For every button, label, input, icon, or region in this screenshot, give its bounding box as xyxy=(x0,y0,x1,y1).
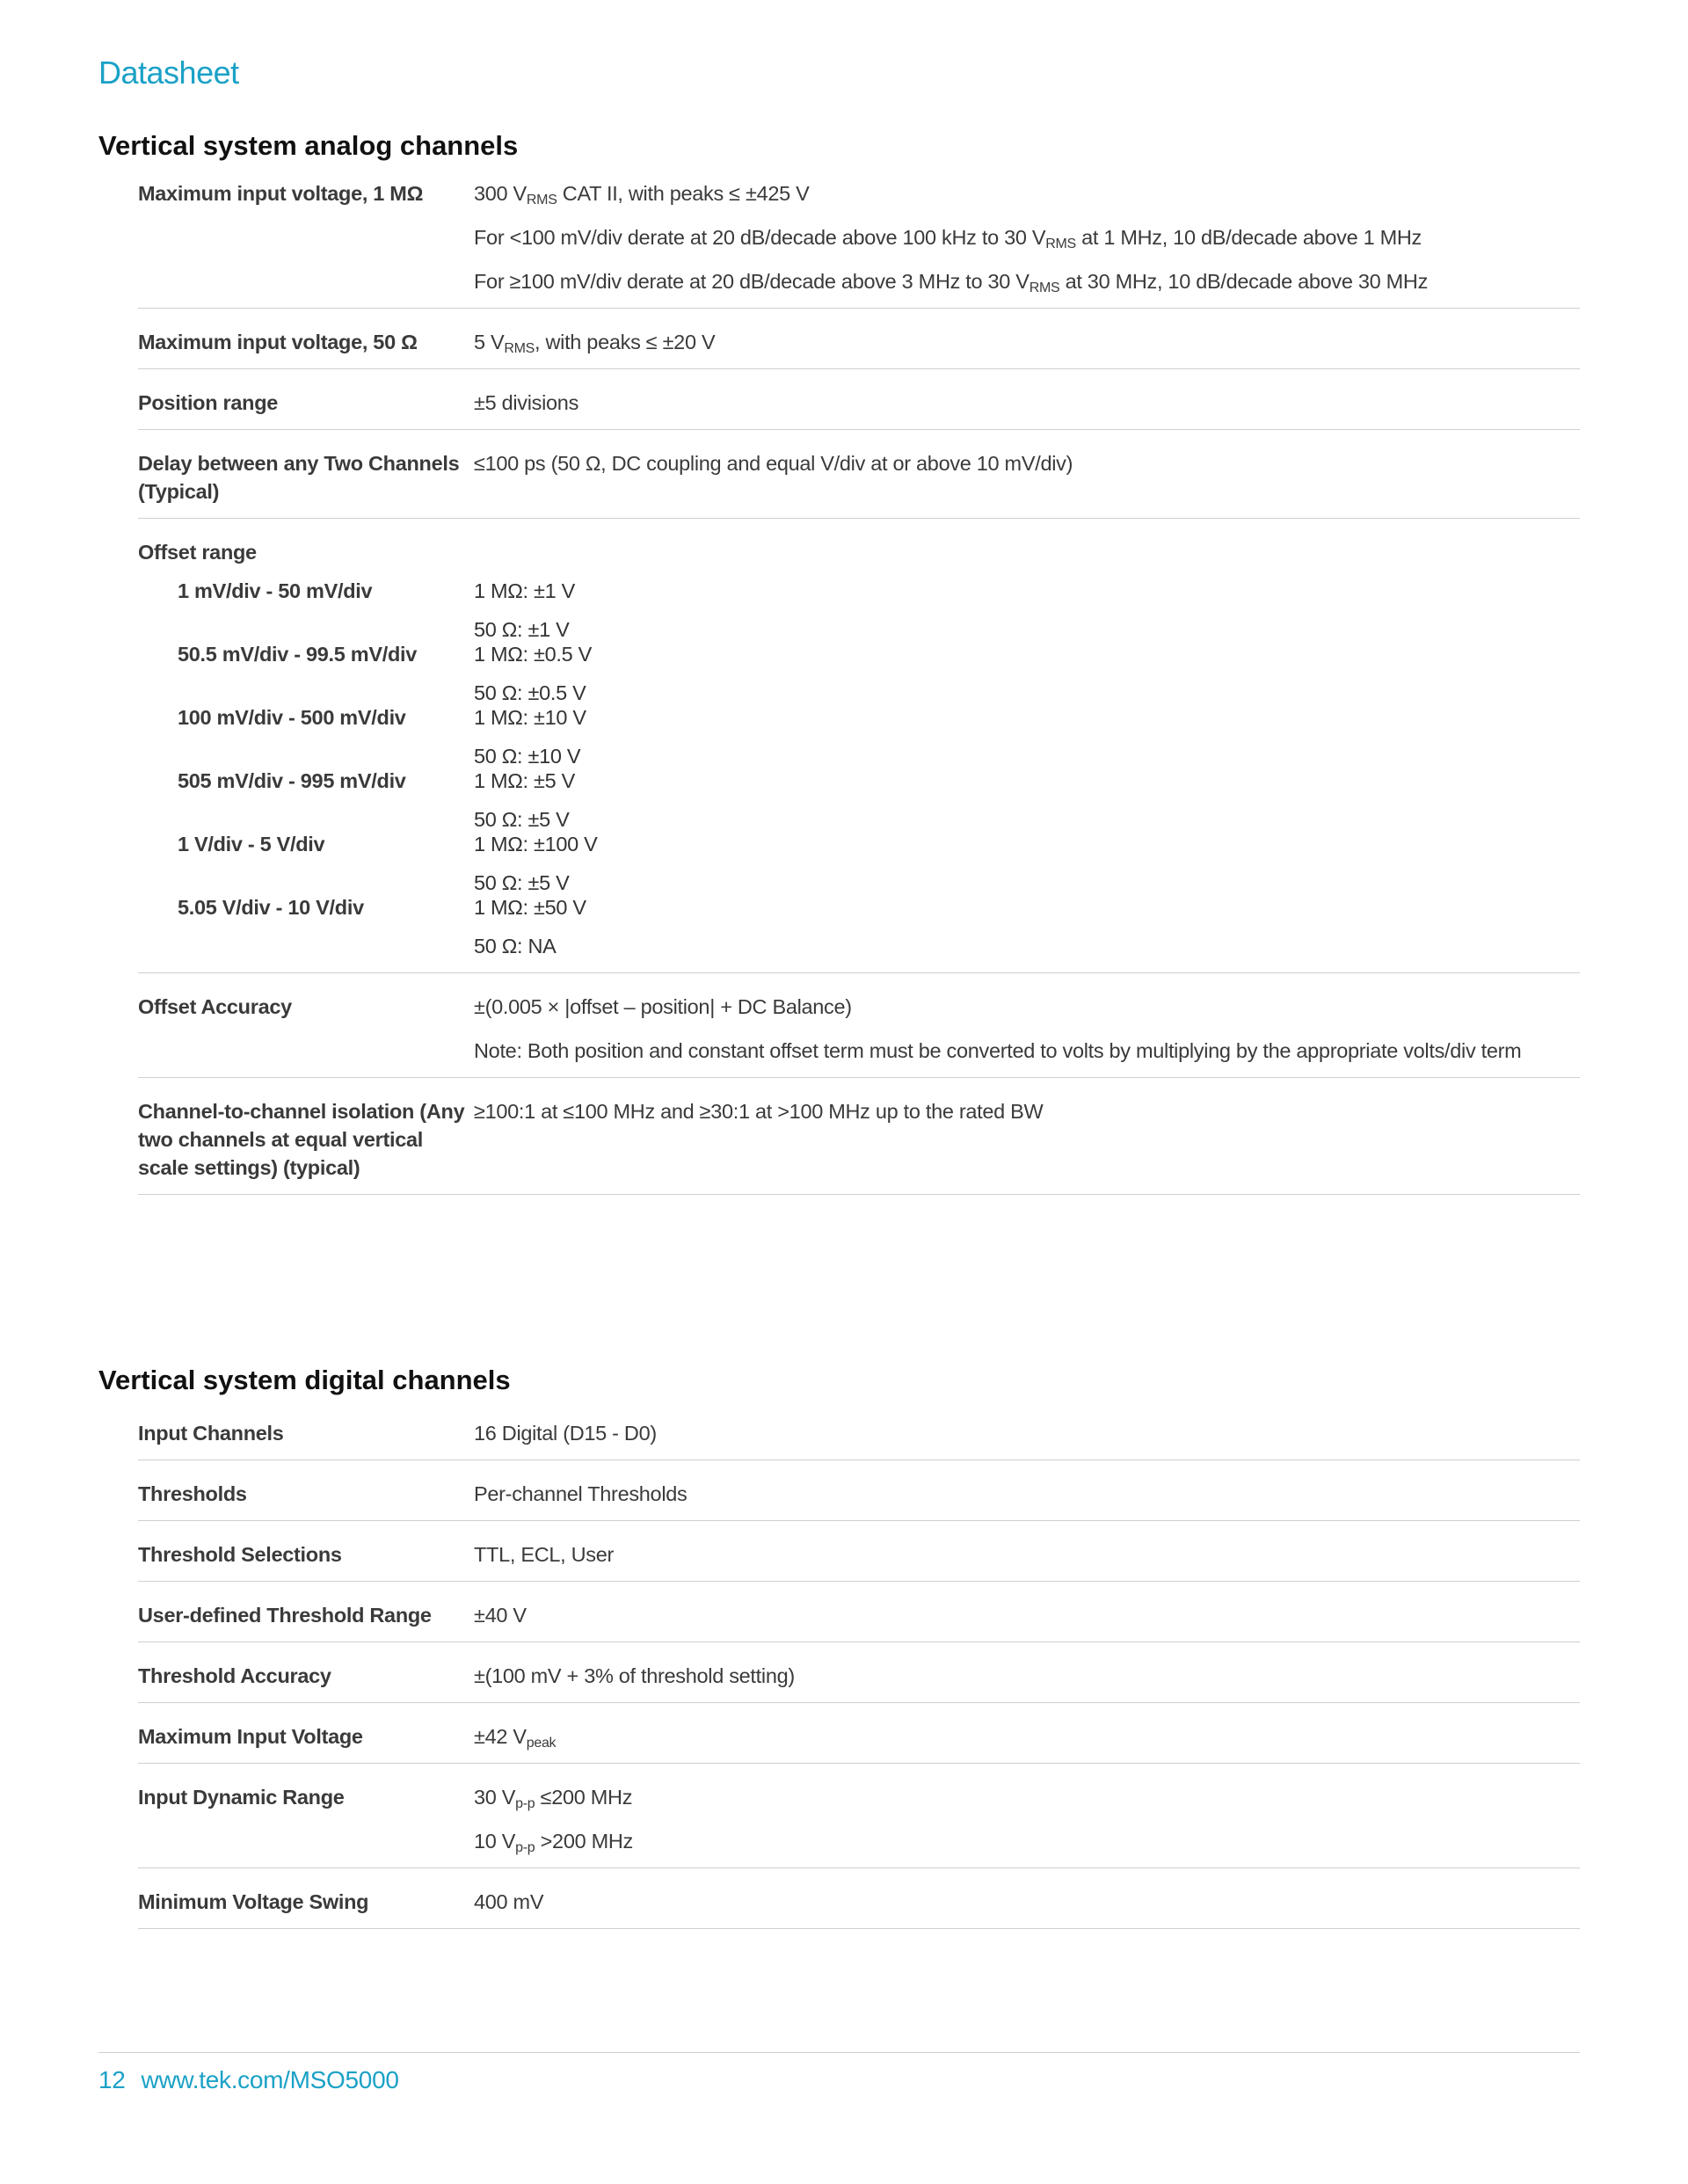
offset-sub-label: 50.5 mV/div - 99.5 mV/div xyxy=(178,643,418,666)
spec-value: TTL, ECL, User xyxy=(474,1543,615,1566)
spec-row-input-dynamic-range xyxy=(138,1780,1580,1868)
spec-value: ±5 divisions xyxy=(474,391,579,414)
spec-value: ±40 V xyxy=(474,1604,527,1627)
offset-sub-row xyxy=(138,577,1580,644)
offset-sub-label: 5.05 V/div - 10 V/div xyxy=(178,896,364,919)
spec-value-line: 5 $V_{RMS}$, with peaks ≤ ±20 V xyxy=(474,331,716,356)
spec-row-offset-accuracy xyxy=(138,989,1580,1078)
spec-value: ≥100:1 at ≤100 MHz and ≥30:1 at >100 MHz up to the rated BW xyxy=(474,1100,1044,1123)
spec-label: Maximum input voltage, 50 Ω xyxy=(138,331,418,353)
spec-label: Offset Accuracy xyxy=(138,995,292,1018)
spec-row-max-input-1m xyxy=(138,176,1580,309)
offset-value: 1 MΩ: ±50 V xyxy=(474,896,586,919)
offset-sub-row xyxy=(138,640,1580,707)
offset-value: 50 Ω: ±10 V xyxy=(474,745,581,768)
spec-row-position-range xyxy=(138,385,1580,430)
offset-value: 50 Ω: NA xyxy=(474,935,557,957)
spec-row-input-channels xyxy=(138,1416,1580,1460)
spec-row-max-input-voltage xyxy=(138,1719,1580,1764)
offset-value: 1 MΩ: ±1 V xyxy=(474,579,575,602)
page-header-title: Datasheet xyxy=(98,55,239,91)
spec-label: Thresholds xyxy=(138,1482,247,1505)
spec-row-user-threshold-range xyxy=(138,1598,1580,1642)
spec-value-line: 10 $V_{p-p} >200$ MHz xyxy=(474,1830,633,1855)
page-footer xyxy=(98,2066,399,2094)
spec-value-line: 30 $V_{p-p} \le 200$ MHz xyxy=(474,1786,633,1811)
spec-values xyxy=(474,328,1580,356)
spec-value: 16 Digital (D15 - D0) xyxy=(474,1422,657,1445)
digital-spec-table xyxy=(138,1416,1580,1945)
offset-value: 50 Ω: ±1 V xyxy=(474,618,570,641)
spec-value: 400 mV xyxy=(474,1890,544,1913)
offset-sub-values xyxy=(474,893,586,960)
spec-label: Threshold Accuracy xyxy=(138,1664,331,1687)
analog-spec-table xyxy=(138,176,1580,1211)
spec-label: Delay between any Two Channels (Typical) xyxy=(138,452,460,503)
spec-row-thresholds xyxy=(138,1476,1580,1521)
offset-sub-row xyxy=(138,703,1580,770)
offset-value: 50 Ω: ±0.5 V xyxy=(474,681,586,704)
spec-row-threshold-selections xyxy=(138,1537,1580,1582)
spec-value: ≤100 ps (50 Ω, DC coupling and equal V/div at or above 10 mV/div) xyxy=(474,452,1073,475)
spec-value-line: Note: Both position and constant offset term must be converted to volts by multiplying by the appropriate volts/div term xyxy=(474,1039,1522,1062)
spec-value: ±(100 mV + 3% of threshold setting) xyxy=(474,1664,795,1687)
offset-sub-label: 505 mV/div - 995 mV/div xyxy=(178,769,406,792)
offset-value: 1 MΩ: ±5 V xyxy=(474,769,575,792)
offset-sub-values xyxy=(474,577,575,644)
spec-values xyxy=(474,993,1580,1065)
spec-label: Input Channels xyxy=(138,1422,284,1445)
offset-sub-values xyxy=(474,640,592,707)
offset-sub-row xyxy=(138,767,1580,834)
spec-row-delay xyxy=(138,446,1580,519)
spec-label: User-defined Threshold Range xyxy=(138,1604,432,1627)
spec-row-offset-range xyxy=(138,535,1580,973)
spec-row-max-input-50 xyxy=(138,324,1580,369)
spec-value-line: ±42 $V_{peak}$ xyxy=(474,1725,557,1751)
offset-value: 1 MΩ: ±0.5 V xyxy=(474,643,592,666)
spec-label: Channel-to-channel isolation (Any two channels at equal vertical scale settings) (typical) xyxy=(138,1100,465,1179)
spec-label: Input Dynamic Range xyxy=(138,1786,345,1809)
spec-values xyxy=(474,1783,1580,1855)
offset-sub-label: 1 mV/div - 50 mV/div xyxy=(178,579,373,602)
spec-value-line: For <100 mV/div derate at 20 dB/decade above 100 kHz to 30 $V_{RMS}$ at 1 MHz, 10 dB/decade above 1 MHz xyxy=(474,226,1422,251)
spec-value: Per-channel Thresholds xyxy=(474,1482,688,1505)
section-title-digital: Vertical system digital channels xyxy=(98,1365,511,1395)
spec-row-isolation xyxy=(138,1094,1580,1195)
page-number: 12 xyxy=(98,2066,126,2093)
spec-label: Minimum Voltage Swing xyxy=(138,1890,369,1913)
offset-value: 50 Ω: ±5 V xyxy=(474,808,570,831)
spec-label: Maximum Input Voltage xyxy=(138,1725,363,1748)
offset-value: 1 MΩ: ±100 V xyxy=(474,833,598,855)
spec-label: Position range xyxy=(138,391,279,414)
offset-sub-row xyxy=(138,893,1580,960)
spec-row-min-voltage-swing xyxy=(138,1884,1580,1929)
offset-sub-row xyxy=(138,830,1580,897)
offset-value: 1 MΩ: ±10 V xyxy=(474,706,586,729)
offset-sub-label: 100 mV/div - 500 mV/div xyxy=(178,706,406,729)
spec-values xyxy=(474,1722,1580,1751)
spec-label: Threshold Selections xyxy=(138,1543,342,1566)
offset-sub-label: 1 V/div - 5 V/div xyxy=(178,833,325,855)
footer-divider xyxy=(98,2052,1580,2053)
offset-sub-values xyxy=(474,767,575,834)
spec-label: Maximum input voltage, 1 MΩ xyxy=(138,182,424,205)
section-title-analog: Vertical system analog channels xyxy=(98,130,519,161)
spec-value-line: ±(0.005 × |offset – position| + DC Balance) xyxy=(474,995,852,1018)
offset-sub-values xyxy=(474,830,598,897)
spec-values xyxy=(474,179,1580,295)
spec-value-line: 300 $V_{RMS}$ CAT II, with peaks ≤ ±425 V xyxy=(474,182,810,207)
spec-value-line: For ≥100 mV/div derate at 20 dB/decade above 3 MHz to 30 $V_{RMS}$ at 30 MHz, 10 dB/decade above 30 MHz xyxy=(474,270,1429,295)
offset-sub-values xyxy=(474,703,586,770)
spec-label: Offset range xyxy=(138,541,257,564)
spec-row-threshold-accuracy xyxy=(138,1658,1580,1703)
offset-value: 50 Ω: ±5 V xyxy=(474,871,570,894)
footer-url-link[interactable]: www.tek.com/MSO5000 xyxy=(141,2066,399,2093)
